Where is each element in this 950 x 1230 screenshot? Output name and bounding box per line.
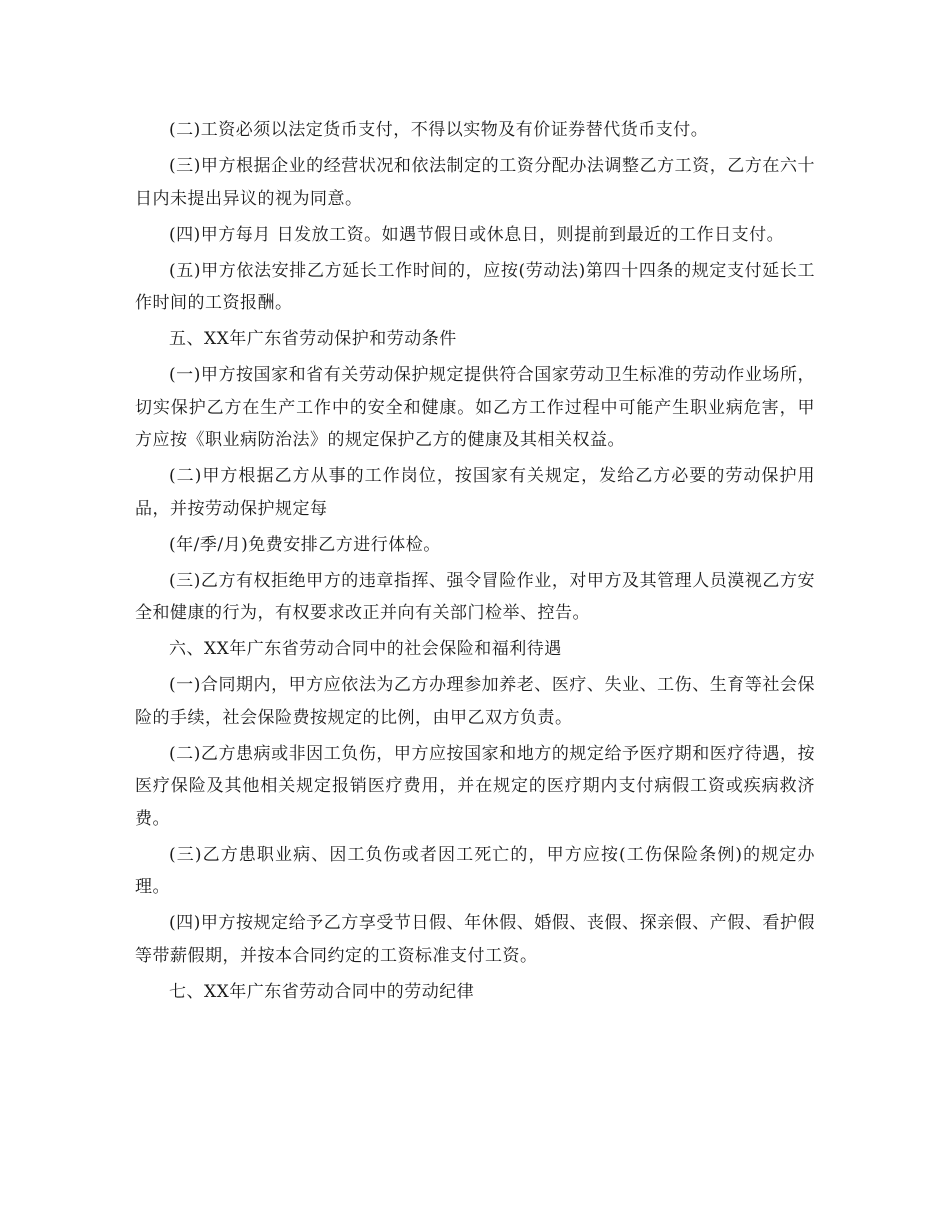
paragraph-workplace-safety: (一)甲方按国家和省有关劳动保护规定提供符合国家劳动卫生标准的劳动作业场所，切实保护乙方在生产工作中的安全和健康。如乙方工作过程中可能产生职业病危害，甲方应按《职业病防治法》的规定保护乙方的健康及其相关权益。 xyxy=(135,365,815,450)
paragraph-paid-leave: (四)甲方按规定给予乙方享受节日假、年休假、婚假、丧假、探亲假、产假、看护假等带薪假期，并按本合同约定的工资标准支付工资。 xyxy=(135,913,815,966)
section-heading-labor-discipline: 七、XX年广东省劳动合同中的劳动纪律 xyxy=(169,981,475,1002)
paragraph-work-injury: (三)乙方患职业病、因工负伤或者因工死亡的，甲方应按(工伤保险条例)的规定办理。 xyxy=(135,844,815,897)
paragraph-overtime-pay: (五)甲方依法安排乙方延长工作时间的，应按(劳动法)第四十四条的规定支付延长工作时间的工资报酬。 xyxy=(135,260,815,313)
document-body xyxy=(135,114,815,1012)
paragraph-sick-leave: (二)乙方患病或非因工负伤，甲方应按国家和地方的规定给予医疗期和医疗待遇，按医疗保险及其他相关规定报销医疗费用，并在规定的医疗期内支付病假工资或疾病救济费。 xyxy=(135,743,815,829)
paragraph-wage-currency: (二)工资必须以法定货币支付，不得以实物及有价证券替代货币支付。 xyxy=(169,120,709,140)
paragraph-health-check: (年/季/月)免费安排乙方进行体检。 xyxy=(169,534,441,555)
paragraph-wage-adjustment: (三)甲方根据企业的经营状况和依法制定的工资分配办法调整乙方工资，乙方在六十日内未提出异议的视为同意。 xyxy=(135,156,815,209)
paragraph-protective-equipment: (二)甲方根据乙方从事的工作岗位，按国家有关规定，发给乙方必要的劳动保护用品，并按劳动保护规定每 xyxy=(135,466,815,519)
section-heading-labor-protection: 五、XX年广东省劳动保护和劳动条件 xyxy=(169,329,457,349)
section-heading-social-insurance: 六、XX年广东省劳动合同中的社会保险和福利待遇 xyxy=(169,639,562,659)
paragraph-refuse-unsafe-orders: (三)乙方有权拒绝甲方的违章指挥、强令冒险作业，对甲方及其管理人员漠视乙方安全和健康的行为，有权要求改正并向有关部门检举、控告。 xyxy=(135,570,815,623)
paragraph-pay-day: (四)甲方每月 日发放工资。如遇节假日或休息日，则提前到最近的工作日支付。 xyxy=(169,224,785,245)
paragraph-insurance-enrollment: (一)合同期内，甲方应依法为乙方办理参加养老、医疗、失业、工伤、生育等社会保险的手续，社会保险费按规定的比例，由甲乙双方负责。 xyxy=(135,675,815,728)
